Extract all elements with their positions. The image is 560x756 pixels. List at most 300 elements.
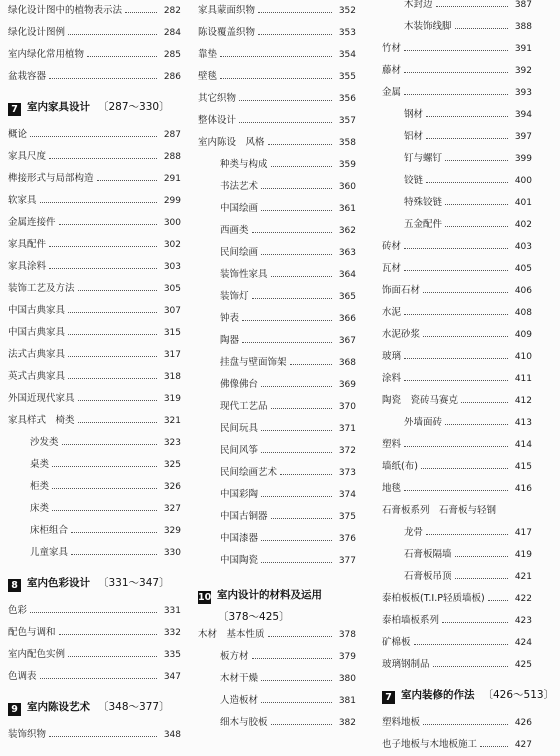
dot-leader xyxy=(423,280,508,302)
toc-entry[interactable] xyxy=(382,236,532,258)
dot-leader xyxy=(261,418,332,440)
entry-page-number: 413 xyxy=(514,418,532,428)
toc-entry[interactable] xyxy=(8,388,181,410)
toc-entry[interactable] xyxy=(198,264,356,286)
dot-leader xyxy=(261,550,332,572)
section-title: 室内家具设计 xyxy=(27,101,90,113)
entry-page-number: 408 xyxy=(514,308,532,318)
dot-leader xyxy=(445,148,508,170)
toc-entry[interactable] xyxy=(198,506,356,528)
entry-page-number: 381 xyxy=(338,696,356,706)
entry-page-number: 361 xyxy=(338,204,356,214)
dot-leader xyxy=(404,60,508,82)
entry-page-number: 401 xyxy=(514,198,532,208)
section-heading xyxy=(8,564,181,600)
entry-title: 现代工艺品 xyxy=(220,401,268,412)
dot-leader xyxy=(445,214,508,236)
entry-title: 板方材 xyxy=(220,651,249,662)
toc-entry[interactable] xyxy=(8,322,181,344)
dot-leader xyxy=(404,434,508,456)
dot-leader xyxy=(404,258,508,280)
entry-page-number: 321 xyxy=(163,416,181,426)
dot-leader xyxy=(49,234,157,256)
entry-title: 家具蒙面织物 xyxy=(198,5,256,16)
toc-entry[interactable] xyxy=(382,60,532,82)
entry-page-number: 330 xyxy=(163,548,181,558)
dot-leader xyxy=(242,308,332,330)
toc-entry[interactable] xyxy=(382,280,532,302)
toc-entry[interactable] xyxy=(198,690,356,712)
section-number-badge: 7 xyxy=(382,691,395,704)
entry-title: 西画类 xyxy=(220,225,249,236)
entry-page-number: 356 xyxy=(338,94,356,104)
dot-leader xyxy=(271,154,332,176)
entry-title: 盆栽容器 xyxy=(8,71,47,82)
entry-page-number: 409 xyxy=(514,330,532,340)
toc-entry[interactable] xyxy=(198,396,356,418)
toc-entry[interactable] xyxy=(382,148,532,170)
toc-entry[interactable] xyxy=(198,220,356,242)
entry-title: 矿棉板 xyxy=(382,637,411,648)
dot-leader xyxy=(220,66,332,88)
section-title: 室内设计的材料及运用 xyxy=(217,589,322,601)
toc-entry[interactable] xyxy=(382,566,532,588)
toc-entry[interactable] xyxy=(382,0,532,16)
dot-leader xyxy=(78,278,157,300)
entry-page-number: 422 xyxy=(514,594,532,604)
dot-leader xyxy=(268,132,332,154)
dot-leader xyxy=(404,368,508,390)
entry-page-number: 414 xyxy=(514,440,532,450)
entry-title: 装饰灯 xyxy=(220,291,249,302)
entry-title: 砖材 xyxy=(382,241,402,252)
toc-entry[interactable] xyxy=(8,22,181,44)
entry-page-number: 427 xyxy=(514,740,532,750)
entry-title: 书法艺术 xyxy=(220,181,259,192)
section-page-range: 〔348～377〕 xyxy=(98,701,170,713)
entry-page-number: 329 xyxy=(163,526,181,536)
toc-entry[interactable] xyxy=(382,478,532,500)
dot-leader xyxy=(68,322,157,344)
entry-page-number: 358 xyxy=(338,138,356,148)
dot-leader xyxy=(40,190,157,212)
toc-entry[interactable] xyxy=(8,542,181,564)
entry-title: 木装饰线脚 xyxy=(404,21,452,32)
dot-leader xyxy=(49,724,157,746)
dot-leader xyxy=(455,544,508,566)
entry-page-number: 317 xyxy=(163,350,181,360)
toc-entry[interactable] xyxy=(8,256,181,278)
entry-title: 色彩 xyxy=(8,605,28,616)
entry-title: 石膏板隔墙 xyxy=(404,549,452,560)
toc-entry[interactable] xyxy=(198,286,356,308)
entry-page-number: 392 xyxy=(514,66,532,76)
toc-entry[interactable] xyxy=(8,234,181,256)
toc-entry[interactable] xyxy=(382,500,532,522)
toc-entry[interactable] xyxy=(8,476,181,498)
entry-page-number: 415 xyxy=(514,462,532,472)
dot-leader xyxy=(78,388,157,410)
entry-page-number: 303 xyxy=(163,262,181,272)
section-page-range: 〔287～330〕 xyxy=(98,101,170,113)
dot-leader xyxy=(62,432,157,454)
toc-entry[interactable] xyxy=(198,418,356,440)
entry-page-number: 419 xyxy=(514,550,532,560)
entry-page-number: 363 xyxy=(338,248,356,258)
toc-entry[interactable] xyxy=(382,434,532,456)
entry-title: 装饰性家具 xyxy=(220,269,268,280)
toc-entry[interactable] xyxy=(198,352,356,374)
entry-title: 儿童家具 xyxy=(30,547,69,558)
entry-title: 泰柏板板(T.I.P轻质墙板) xyxy=(382,593,485,604)
toc-entry[interactable] xyxy=(382,82,532,104)
dot-leader xyxy=(442,610,508,632)
entry-title: 中国古铜器 xyxy=(220,511,268,522)
dot-leader xyxy=(480,734,508,756)
entry-page-number: 360 xyxy=(338,182,356,192)
dot-leader xyxy=(404,236,508,258)
dot-leader xyxy=(261,528,332,550)
entry-title: 中国绘画 xyxy=(220,203,259,214)
toc-entry[interactable] xyxy=(8,300,181,322)
toc-entry[interactable] xyxy=(382,368,532,390)
entry-title: 装饰工艺及方法 xyxy=(8,283,75,294)
entry-title: 中国古典家具 xyxy=(8,305,66,316)
entry-page-number: 382 xyxy=(338,718,356,728)
entry-page-number: 421 xyxy=(514,572,532,582)
toc-entry[interactable] xyxy=(8,498,181,520)
dot-leader xyxy=(280,462,332,484)
toc-entry[interactable] xyxy=(198,484,356,506)
entry-title: 金属 xyxy=(382,87,402,98)
entry-page-number: 300 xyxy=(163,218,181,228)
dot-leader xyxy=(49,256,157,278)
dot-leader xyxy=(68,644,157,666)
toc-entry[interactable] xyxy=(382,522,532,544)
entry-title: 金属连接件 xyxy=(8,217,56,228)
toc-entry[interactable] xyxy=(382,588,532,610)
dot-leader xyxy=(252,646,332,668)
dot-leader xyxy=(68,22,157,44)
toc-entry[interactable] xyxy=(8,44,181,66)
dot-leader xyxy=(261,242,332,264)
toc-entry[interactable] xyxy=(198,624,356,646)
section-heading xyxy=(382,676,555,712)
entry-title: 石膏板系列 石膏板与轻钢 xyxy=(382,505,497,516)
toc-entry[interactable] xyxy=(382,390,532,412)
entry-title: 其它织物 xyxy=(198,93,237,104)
dot-leader xyxy=(290,352,332,374)
dot-leader xyxy=(125,0,157,22)
entry-title: 英式古典家具 xyxy=(8,371,66,382)
entry-page-number: 411 xyxy=(514,374,532,384)
dot-leader xyxy=(258,22,332,44)
toc-entry[interactable] xyxy=(8,190,181,212)
toc-entry[interactable] xyxy=(382,456,532,478)
toc-entry[interactable] xyxy=(198,88,356,110)
toc-entry[interactable] xyxy=(8,146,181,168)
dot-leader xyxy=(220,44,332,66)
dot-leader xyxy=(261,690,332,712)
toc-entry[interactable] xyxy=(198,528,356,550)
entry-title: 佛像佛台 xyxy=(220,379,259,390)
entry-page-number: 406 xyxy=(514,286,532,296)
toc-entry[interactable] xyxy=(8,454,181,476)
toc-entry[interactable] xyxy=(198,242,356,264)
entry-title: 中国古典家具 xyxy=(8,327,66,338)
toc-entry[interactable] xyxy=(382,654,532,676)
entry-page-number: 307 xyxy=(163,306,181,316)
entry-title: 室内陈设 风格 xyxy=(198,137,265,148)
entry-page-number: 403 xyxy=(514,242,532,252)
dot-leader xyxy=(87,44,157,66)
toc-entry[interactable] xyxy=(198,308,356,330)
toc-entry[interactable] xyxy=(382,544,532,566)
entry-title: 钉与螺钉 xyxy=(404,153,443,164)
toc-entry[interactable] xyxy=(382,412,532,434)
toc-entry[interactable] xyxy=(382,302,532,324)
entry-page-number: 425 xyxy=(514,660,532,670)
entry-page-number: 410 xyxy=(514,352,532,362)
toc-entry[interactable] xyxy=(8,66,181,88)
toc-entry[interactable] xyxy=(8,724,181,746)
dot-leader xyxy=(78,410,157,432)
entry-title: 榫接形式与局部构造 xyxy=(8,173,94,184)
entry-page-number: 423 xyxy=(514,616,532,626)
toc-entry[interactable] xyxy=(198,712,356,734)
entry-title: 陶器 xyxy=(220,335,240,346)
dot-leader xyxy=(404,302,508,324)
entry-title: 挂盘与壁面饰架 xyxy=(220,357,287,368)
dot-leader xyxy=(426,104,508,126)
toc-entry[interactable] xyxy=(8,0,181,22)
entry-title: 钢材 xyxy=(404,109,424,120)
entry-title: 玻璃钢制品 xyxy=(382,659,430,670)
toc-entry[interactable] xyxy=(198,462,356,484)
section-number-badge: 8 xyxy=(8,579,21,592)
entry-title: 塑料地板 xyxy=(382,717,421,728)
dot-leader xyxy=(59,622,157,644)
dot-leader xyxy=(49,66,157,88)
entry-title: 室内配色实例 xyxy=(8,649,66,660)
entry-title: 涂料 xyxy=(382,373,402,384)
dot-leader xyxy=(445,412,508,434)
entry-title: 沙发类 xyxy=(30,437,59,448)
entry-page-number: 402 xyxy=(514,220,532,230)
toc-entry[interactable] xyxy=(198,44,356,66)
dot-leader xyxy=(30,124,157,146)
dot-leader xyxy=(423,324,508,346)
entry-title: 五金配件 xyxy=(404,219,443,230)
entry-page-number: 397 xyxy=(514,132,532,142)
entry-page-number: 365 xyxy=(338,292,356,302)
toc-entry[interactable] xyxy=(198,330,356,352)
entry-title: 民间绘画艺术 xyxy=(220,467,278,478)
toc-entry[interactable] xyxy=(198,668,356,690)
entry-title: 家具尺度 xyxy=(8,151,47,162)
entry-page-number: 354 xyxy=(338,50,356,60)
entry-page-number: 369 xyxy=(338,380,356,390)
toc-entry[interactable] xyxy=(8,432,181,454)
entry-page-number: 375 xyxy=(338,512,356,522)
toc-entry[interactable] xyxy=(198,550,356,572)
dot-leader xyxy=(242,330,332,352)
entry-title: 玻璃 xyxy=(382,351,402,362)
toc-entry[interactable] xyxy=(382,170,532,192)
entry-title: 民间玩具 xyxy=(220,423,259,434)
entry-title: 床柜组合 xyxy=(30,525,69,536)
entry-title: 人造板材 xyxy=(220,695,259,706)
entry-page-number: 370 xyxy=(338,402,356,412)
entry-title: 概论 xyxy=(8,129,28,140)
toc-entry[interactable] xyxy=(382,324,532,346)
entry-page-number: 291 xyxy=(163,174,181,184)
toc-entry[interactable] xyxy=(8,410,181,432)
toc-entry[interactable] xyxy=(382,346,532,368)
entry-title: 床类 xyxy=(30,503,50,514)
dot-leader xyxy=(261,374,332,396)
entry-page-number: 323 xyxy=(163,438,181,448)
entry-page-number: 331 xyxy=(163,606,181,616)
toc-entry[interactable] xyxy=(198,66,356,88)
toc-entry[interactable] xyxy=(382,192,532,214)
entry-title: 桌类 xyxy=(30,459,50,470)
entry-page-number: 378 xyxy=(338,630,356,640)
section-heading xyxy=(198,572,356,624)
entry-page-number: 299 xyxy=(163,196,181,206)
entry-title: 配色与调和 xyxy=(8,627,56,638)
section-number-badge: 10 xyxy=(198,592,212,603)
toc-entry[interactable] xyxy=(8,212,181,234)
toc-entry[interactable] xyxy=(8,278,181,300)
entry-page-number: 394 xyxy=(514,110,532,120)
toc-entry[interactable] xyxy=(382,610,532,632)
dot-leader xyxy=(421,456,508,478)
dot-leader xyxy=(52,454,157,476)
toc-entry[interactable] xyxy=(198,0,356,22)
entry-page-number: 348 xyxy=(163,730,181,740)
entry-page-number: 387 xyxy=(514,0,532,10)
entry-page-number: 287 xyxy=(163,130,181,140)
dot-leader xyxy=(239,110,332,132)
entry-title: 家具涂料 xyxy=(8,261,47,272)
dot-leader xyxy=(268,624,332,646)
dot-leader xyxy=(30,600,157,622)
dot-leader xyxy=(426,170,508,192)
toc-entry[interactable] xyxy=(382,214,532,236)
toc-entry[interactable] xyxy=(382,258,532,280)
entry-title: 中国彩陶 xyxy=(220,489,259,500)
entry-page-number: 371 xyxy=(338,424,356,434)
toc-entry[interactable] xyxy=(382,16,532,38)
toc-entry[interactable] xyxy=(198,154,356,176)
entry-page-number: 288 xyxy=(163,152,181,162)
dot-leader xyxy=(261,484,332,506)
toc-entry[interactable] xyxy=(198,22,356,44)
entry-title: 塑料 xyxy=(382,439,402,450)
dot-leader xyxy=(49,146,157,168)
entry-page-number: 416 xyxy=(514,484,532,494)
dot-leader xyxy=(455,566,508,588)
toc-entry[interactable] xyxy=(8,622,181,644)
toc-entry[interactable] xyxy=(8,520,181,542)
toc-entry[interactable] xyxy=(8,644,181,666)
section-heading xyxy=(8,688,181,724)
entry-page-number: 417 xyxy=(514,528,532,538)
toc-entry[interactable] xyxy=(198,374,356,396)
toc-entry[interactable] xyxy=(8,344,181,366)
section-title: 室内装修的作法 xyxy=(401,689,475,701)
dot-leader xyxy=(52,476,157,498)
toc-entry[interactable] xyxy=(198,176,356,198)
entry-page-number: 426 xyxy=(514,718,532,728)
toc-entry[interactable] xyxy=(8,666,181,688)
section-page-range: 〔331～347〕 xyxy=(98,577,170,589)
entry-title: 室内绿化常用植物 xyxy=(8,49,85,60)
entry-page-number: 391 xyxy=(514,44,532,54)
dot-leader xyxy=(68,344,157,366)
toc-entry[interactable] xyxy=(198,132,356,154)
dot-leader xyxy=(445,192,508,214)
entry-title: 钟表 xyxy=(220,313,240,324)
dot-leader xyxy=(261,668,332,690)
dot-leader xyxy=(426,522,508,544)
toc-entry[interactable] xyxy=(382,734,532,756)
entry-page-number: 319 xyxy=(163,394,181,404)
toc-entry[interactable] xyxy=(8,600,181,622)
toc-entry[interactable] xyxy=(8,168,181,190)
entry-title: 种类与构成 xyxy=(220,159,268,170)
dot-leader xyxy=(261,176,332,198)
dot-leader xyxy=(461,390,508,412)
entry-page-number: 372 xyxy=(338,446,356,456)
entry-title: 木封边 xyxy=(404,0,433,10)
dot-leader xyxy=(404,478,508,500)
dot-leader xyxy=(426,126,508,148)
dot-leader xyxy=(455,16,508,38)
dot-leader xyxy=(71,542,157,564)
toc-entry[interactable] xyxy=(382,126,532,148)
toc-entry[interactable] xyxy=(198,198,356,220)
entry-page-number: 357 xyxy=(338,116,356,126)
toc-entry[interactable] xyxy=(382,38,532,60)
section-page-range: 〔378～425〕 xyxy=(218,611,290,623)
entry-page-number: 302 xyxy=(163,240,181,250)
entry-title: 绿化设计图例 xyxy=(8,27,66,38)
entry-title: 家具样式 椅类 xyxy=(8,415,75,426)
dot-leader xyxy=(52,498,157,520)
dot-leader xyxy=(40,666,157,688)
toc-entry[interactable] xyxy=(8,124,181,146)
toc-entry[interactable] xyxy=(198,440,356,462)
entry-title: 竹材 xyxy=(382,43,402,54)
toc-entry[interactable] xyxy=(8,366,181,388)
dot-leader xyxy=(59,212,157,234)
entry-title: 外国近现代家具 xyxy=(8,393,75,404)
entry-page-number: 388 xyxy=(514,22,532,32)
toc-entry[interactable] xyxy=(198,110,356,132)
toc-entry[interactable] xyxy=(382,712,532,734)
entry-page-number: 405 xyxy=(514,264,532,274)
entry-title: 靠垫 xyxy=(198,49,218,60)
entry-title: 龙骨 xyxy=(404,527,424,538)
toc-entry[interactable] xyxy=(382,632,532,654)
dot-leader xyxy=(404,38,508,60)
toc-entry[interactable] xyxy=(382,104,532,126)
toc-entry[interactable] xyxy=(198,646,356,668)
entry-title: 藤材 xyxy=(382,65,402,76)
entry-page-number: 424 xyxy=(514,638,532,648)
